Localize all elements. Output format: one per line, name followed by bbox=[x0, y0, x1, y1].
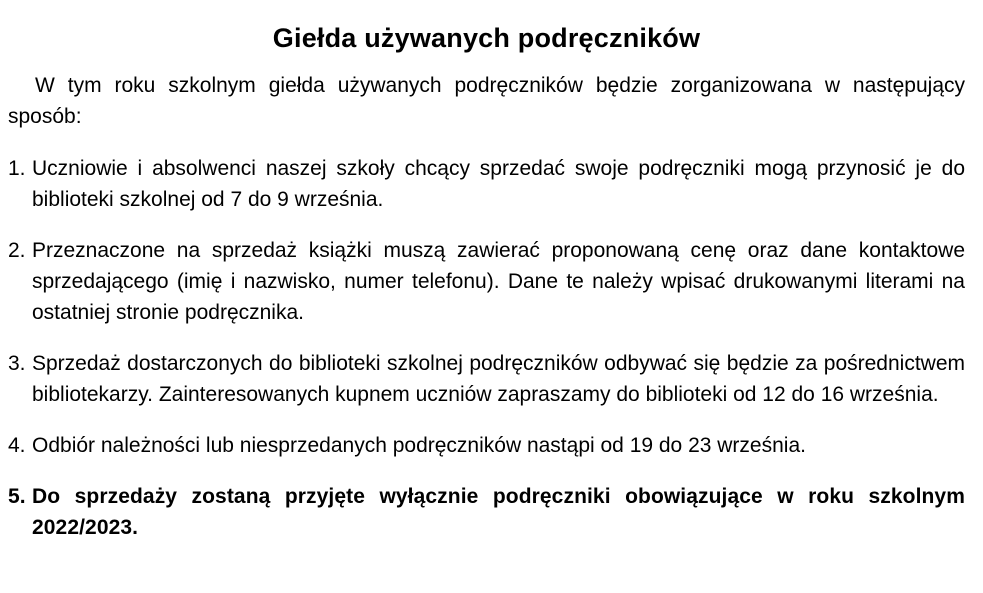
rules-list bbox=[8, 153, 965, 543]
list-item bbox=[8, 430, 965, 461]
list-item-number: 1. bbox=[8, 157, 26, 180]
list-item-text: Do sprzedaży zostaną przyjęte wyłącznie podręczniki obowiązujące w roku szkolnym 2022/2023. bbox=[32, 485, 965, 539]
list-item bbox=[8, 153, 965, 215]
document-title: Giełda używanych podręczników bbox=[272, 23, 701, 53]
list-item-text: Przeznaczone na sprzedaż książki muszą zawierać proponowaną cenę oraz dane kontaktowe sprzedającego (imię i nazwisko, numer telefonu). Dane te należy wpisać drukowanymi literami na ostatniej stronie podręcznika. bbox=[32, 239, 965, 324]
list-item-number: 3. bbox=[8, 352, 26, 375]
intro-paragraph: W tym roku szkolnym giełda używanych podręczników będzie zorganizowana w następujący sposób: bbox=[8, 74, 965, 128]
list-item-number: 5. bbox=[8, 485, 26, 508]
list-item bbox=[8, 235, 965, 328]
list-item-text: Odbiór należności lub niesprzedanych podręczników nastąpi od 19 do 23 września. bbox=[32, 434, 806, 457]
list-item-highlighted bbox=[8, 481, 965, 543]
list-item bbox=[8, 348, 965, 410]
list-item-number: 2. bbox=[8, 239, 26, 262]
list-item-text: Sprzedaż dostarczonych do biblioteki szkolnej podręczników odbywać się będzie za pośrednictwem bibliotekarzy. Zainteresowanych kupnem uczniów zapraszamy do biblioteki od 12 do 16 września. bbox=[32, 352, 965, 406]
list-item-text: Uczniowie i absolwenci naszej szkoły chcący sprzedać swoje podręczniki mogą przynosić je do biblioteki szkolnej od 7 do 9 września. bbox=[32, 157, 965, 211]
list-item-number: 4. bbox=[8, 434, 26, 457]
